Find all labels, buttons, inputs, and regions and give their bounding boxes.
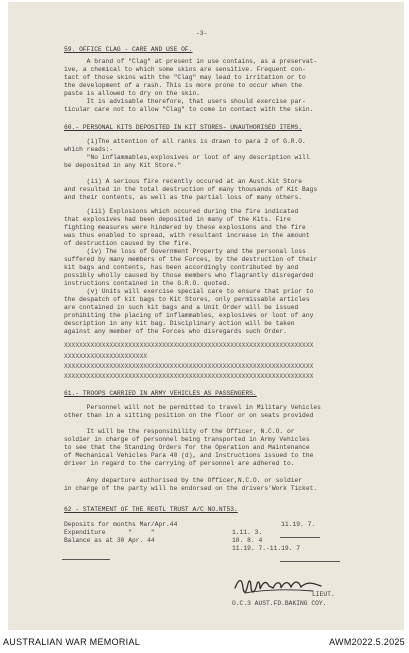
section-59-heading: 59. OFFICE CLAG - CARE AND USE OF. xyxy=(64,46,193,53)
section-61-para-3: Any departure authorised by the Officer,N.C.O. or soldier in charge of the party will be endorsed on the drivers'Work Ticket. xyxy=(64,477,318,492)
section-60-para-3: (iii) Explosions which occured during the fire indicated that explosives had been deposited in many of the Kits. Fire fighting measures were hindered by these explosions and the fire was thus enabled to spread, with resultant increase in the amount of destruction caused by the fire. (iv) The loss of Government Property and the personal loss suffered by many members of the Forces, by the destruction of their kit bags and contents, has been accordingly contributed by and possibly wholly caused by those members who flagrantly disregarded instructions contained in the G.R.O. quoted. (v) Units will exercise special care to ensure that prior to the despatch of kit bags to Kit Stores, only permissable articles are contained in such kit bags and a Unit Order will be issued prohibiting the placing of inflammables, explosives or loot of any description in any kit bag. Disciplinary action will be taken against any member of the Forces who disregards such Order. xyxy=(64,208,318,335)
archive-footer xyxy=(0,631,409,653)
section-62-heading: 62 - STATEMENT OF THE REGTL TRUST A/C NO.NT53. xyxy=(64,506,238,513)
section-60-para-2: (ii) A serious fire recently occured at an Aust.Kit Store and resulted in the total destruction of many thousands of Kit Bags and their contents, as well as the partial loss of many others. xyxy=(64,178,318,201)
signatory-unit: O.C.3 AUST.FD.BAKING COY. xyxy=(232,600,327,607)
section-61-para-1: Personnel will not be permitted to travel in Military Vehicles other than in a sitting position on the floor or on seats provided xyxy=(64,404,321,419)
section-61-heading: 61.- TROOPS CARRIED IN ARMY VEHICLES AS PASSENGERS. xyxy=(64,390,257,397)
section-59-body: A brand of "Clag" at present in use contains, as a preservat- ive, a chemical to which some skins are sensitive. Frequent con- tact of those skins with the "Clag" may lead to irritation or to the development of a rash. This is more prone to occur when the paste is allowed to dry on the skin. It is advisable therefore, that users should exercise par- ticular care not to allow "Clag" to come in contact with the skin. xyxy=(64,58,318,113)
total-rule-left xyxy=(62,559,110,560)
section-60-para-1: (i)The attention of all ranks is drawn to para 2 of G.R.O. which reads:- "No inflammables,explosives or loot of any description will be deposited in any Kit Store." xyxy=(64,138,310,169)
signatory-rank: LIEUT. xyxy=(312,591,335,598)
page-number: -3- xyxy=(196,30,208,37)
footer-institution: AUSTRALIAN WAR MEMORIAL xyxy=(3,637,141,647)
footer-reference: AWM2022.5.2025 xyxy=(329,637,405,647)
trust-account-labels: Deposits for months Mar/Apr.44 Expenditure " " Balance as at 30 Apr. 44 xyxy=(64,521,178,544)
trust-account-figures: 11.19. 7. 1.11. 3. 10. 8. 4 11.19. 7.-11.19. 7 xyxy=(232,521,316,552)
struck-line-2: XXXXXXXXXXXXXXXXXXXXXX xyxy=(64,353,148,360)
subtotal-rule xyxy=(280,537,320,538)
section-61-para-2: It will be the responsibility of the Officer, N.C.O. or soldier in charge of personnel being transported in Army Vehicles to see that the Standing Orders for the Operation and Maintenance of Mechanical Vehicles Para 40 (d), and Instructions issued to the driver in regard to the carrying of personnel are adhered to. xyxy=(64,428,314,467)
section-60-heading: 60.- PERSONAL KITS DEPOSITED IN KIT STORES- UNAUTHORISED ITEMS. xyxy=(64,124,303,131)
total-rule-right xyxy=(280,561,340,562)
struck-line-1: XXXXXXXXXXXXXXXXXXXXXXXXXXXXXXXXXXXXXXXXXXXXXXXXXXXXXXXXXXXXXXXXXX xyxy=(64,342,314,349)
struck-line-4: XXXXXXXXXXXXXXXXXXXXXXXXXXXXXXXXXXXXXXXXXXXXXXXXXXXXXXXXXXXXXXXXXX xyxy=(64,373,314,380)
struck-line-3: XXXXXXXXXXXXXXXXXXXXXXXXXXXXXXXXXXXXXXXXXXXXXXXXXXXXXXXXXXXXXXXXXX xyxy=(64,363,314,370)
